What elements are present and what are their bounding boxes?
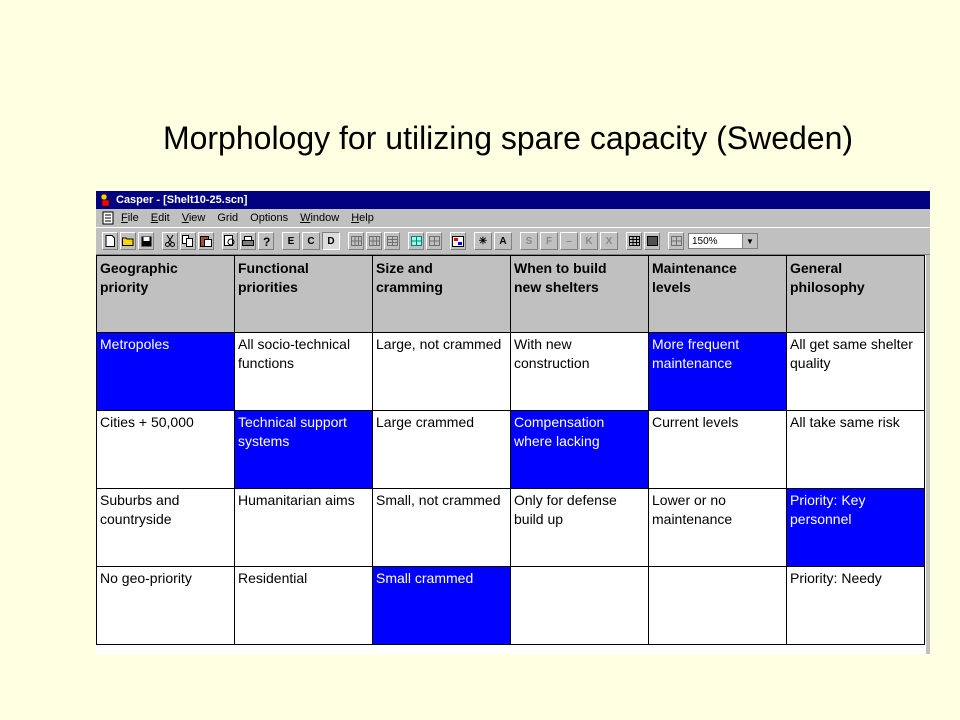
table-row: [97, 489, 925, 567]
param-header-functional[interactable]: Functional priorities: [235, 256, 373, 333]
k-button[interactable]: K: [580, 232, 598, 250]
toolbar: [96, 227, 930, 255]
paste-button[interactable]: [198, 232, 214, 250]
help-icon: [261, 235, 271, 247]
morphological-grid: [96, 255, 925, 645]
f-button[interactable]: F: [540, 232, 558, 250]
document-icon[interactable]: [101, 211, 115, 225]
grid-cell[interactable]: More frequent maintenance: [649, 333, 787, 411]
menu-edit[interactable]: Edit: [150, 212, 170, 224]
grid-icon: [671, 236, 682, 246]
grid-view-button-3[interactable]: [384, 232, 400, 250]
grid-cell[interactable]: Suburbs and countryside: [97, 489, 235, 567]
c-button[interactable]: C: [302, 232, 320, 250]
vertical-scrollbar[interactable]: [926, 255, 930, 654]
grid-cell[interactable]: All get same shelter quality: [787, 333, 925, 411]
printer-icon: [242, 236, 254, 247]
menubar: [96, 209, 930, 227]
grid-cell[interactable]: Cities + 50,000: [97, 411, 235, 489]
cross-link-button[interactable]: [450, 232, 466, 250]
menu-grid[interactable]: Grid: [217, 212, 239, 224]
grid-cell[interactable]: Small, not crammed: [373, 489, 511, 567]
casper-window: [96, 191, 930, 654]
grid-cell[interactable]: With new construction: [511, 333, 649, 411]
grid-icon: [351, 236, 362, 246]
svg-text:?: ?: [263, 235, 271, 247]
grid-teal-icon: [411, 236, 422, 246]
grid-cell[interactable]: Small crammed: [373, 567, 511, 645]
casper-app-icon[interactable]: [99, 193, 113, 207]
zoom-value: 150%: [692, 235, 718, 247]
param-header-geographic[interactable]: Geographic priority: [97, 256, 235, 333]
header-row: [97, 256, 925, 333]
zoom-select[interactable]: [688, 233, 758, 249]
grid-cell[interactable]: Compensation where lacking: [511, 411, 649, 489]
grid-view-button-5[interactable]: [426, 232, 442, 250]
grid-view-button-1[interactable]: [348, 232, 364, 250]
table-row: [97, 567, 925, 645]
table-button[interactable]: [626, 232, 642, 250]
open-button[interactable]: [120, 232, 136, 250]
grid-cell[interactable]: Residential: [235, 567, 373, 645]
dash-button[interactable]: –: [560, 232, 578, 250]
a-button[interactable]: A: [494, 232, 512, 250]
menu-file[interactable]: File: [121, 212, 139, 224]
print-preview-button[interactable]: [222, 232, 238, 250]
zoom-grid-button[interactable]: [668, 232, 684, 250]
grid-view-button-4[interactable]: [408, 232, 424, 250]
menu-view[interactable]: View: [181, 212, 206, 224]
menu-options[interactable]: Options: [250, 212, 289, 224]
scissors-icon: [165, 235, 175, 247]
fill-button[interactable]: [644, 232, 660, 250]
grid-cell[interactable]: No geo-priority: [97, 567, 235, 645]
new-file-button[interactable]: [102, 232, 118, 250]
window-title: Casper - [Shelt10-25.scn]: [116, 194, 248, 206]
grid-icon: [429, 236, 440, 246]
disk-icon: [141, 236, 152, 247]
grid-view-button-2[interactable]: [366, 232, 382, 250]
e-button[interactable]: E: [282, 232, 300, 250]
morph-grid-area: [96, 255, 930, 654]
grid-cell[interactable]: Large crammed: [373, 411, 511, 489]
asterisk-button[interactable]: ✳: [474, 232, 492, 250]
param-header-when[interactable]: When to build new shelters: [511, 256, 649, 333]
table-row: [97, 333, 925, 411]
grid-icon: [387, 236, 398, 246]
fill-icon: [647, 236, 658, 246]
grid-cell[interactable]: [649, 567, 787, 645]
copy-icon: [182, 235, 194, 247]
save-button[interactable]: [138, 232, 154, 250]
grid-cell[interactable]: [511, 567, 649, 645]
grid-cell[interactable]: Metropoles: [97, 333, 235, 411]
s-button[interactable]: S: [520, 232, 538, 250]
table-row: [97, 411, 925, 489]
magnifier-icon: [224, 235, 236, 247]
clipboard-icon: [200, 235, 212, 247]
menu-help[interactable]: Help: [351, 212, 374, 224]
cross-link-icon: [452, 236, 464, 247]
grid-cell[interactable]: Lower or no maintenance: [649, 489, 787, 567]
grid-cell[interactable]: Humanitarian aims: [235, 489, 373, 567]
x-button[interactable]: X: [600, 232, 618, 250]
folder-icon: [122, 236, 134, 246]
table-icon: [629, 236, 640, 246]
chevron-down-icon[interactable]: ▼: [742, 234, 757, 248]
print-button[interactable]: [240, 232, 256, 250]
grid-cell[interactable]: Large, not crammed: [373, 333, 511, 411]
grid-cell[interactable]: Priority: Key personnel: [787, 489, 925, 567]
help-button[interactable]: [258, 232, 274, 250]
grid-cell[interactable]: All socio-technical functions: [235, 333, 373, 411]
grid-cell[interactable]: Only for defense build up: [511, 489, 649, 567]
window-titlebar[interactable]: [96, 191, 930, 209]
param-header-philosophy[interactable]: General philosophy: [787, 256, 925, 333]
menu-window[interactable]: Window: [300, 212, 340, 224]
d-button[interactable]: D: [322, 232, 340, 250]
param-header-size[interactable]: Size and cramming: [373, 256, 511, 333]
param-header-maintenance[interactable]: Maintenance levels: [649, 256, 787, 333]
grid-icon: [369, 236, 380, 246]
copy-button[interactable]: [180, 232, 196, 250]
grid-cell[interactable]: All take same risk: [787, 411, 925, 489]
slide-title: Morphology for utilizing spare capacity (Sweden): [162, 120, 854, 156]
grid-cell[interactable]: Priority: Needy: [787, 567, 925, 645]
new-file-icon: [105, 235, 115, 247]
grid-cell[interactable]: Current levels: [649, 411, 787, 489]
grid-cell[interactable]: Technical support systems: [235, 411, 373, 489]
cut-button[interactable]: [162, 232, 178, 250]
